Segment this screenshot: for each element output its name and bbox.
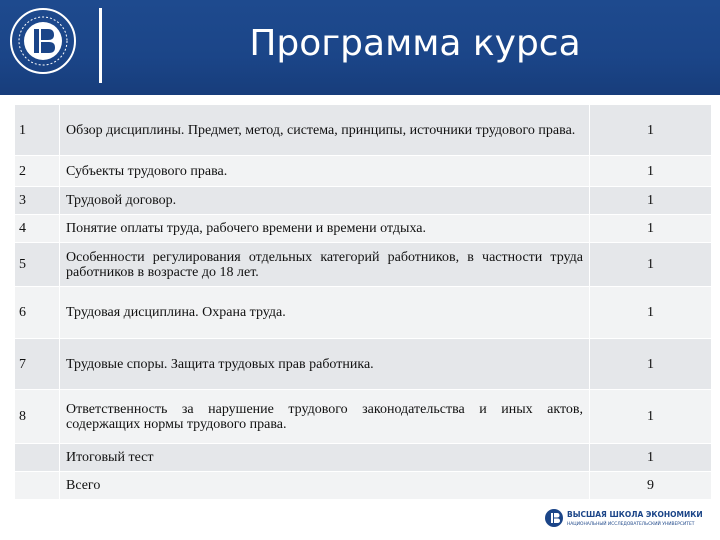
table-row — [15, 156, 712, 187]
row-number: 2 — [15, 156, 60, 187]
row-topic: Понятие оплаты труда, рабочего времени и времени отдыха. — [60, 215, 590, 243]
row-hours: 1 — [590, 390, 712, 444]
table-row — [15, 215, 712, 243]
row-hours: 1 — [590, 339, 712, 390]
row-number — [15, 444, 60, 472]
table-row — [15, 105, 712, 156]
row-number — [15, 472, 60, 500]
row-topic: Особенности регулирования отдельных категорий работников, в частности труда работников в возрасте до 18 лет. — [60, 243, 590, 287]
table-row — [15, 187, 712, 215]
row-topic: Всего — [60, 472, 590, 500]
hse-small-seal-icon — [545, 509, 563, 527]
table-row — [15, 243, 712, 287]
row-number: 7 — [15, 339, 60, 390]
row-hours: 1 — [590, 243, 712, 287]
hse-footer-logo — [545, 507, 715, 529]
header-divider — [99, 8, 102, 83]
table-row — [15, 444, 712, 472]
row-topic: Итоговый тест — [60, 444, 590, 472]
row-number: 6 — [15, 287, 60, 339]
table-row — [15, 287, 712, 339]
row-hours: 9 — [590, 472, 712, 500]
table-row — [15, 339, 712, 390]
hse-seal-logo-icon — [8, 6, 78, 76]
table-row — [15, 390, 712, 444]
row-topic: Ответственность за нарушение трудового законодательства и иных актов, содержащих нормы трудового права. — [60, 390, 590, 444]
row-topic: Трудовые споры. Защита трудовых прав работника. — [60, 339, 590, 390]
row-number: 4 — [15, 215, 60, 243]
row-number: 1 — [15, 105, 60, 156]
row-number: 8 — [15, 390, 60, 444]
row-topic: Трудовой договор. — [60, 187, 590, 215]
row-topic: Субъекты трудового права. — [60, 156, 590, 187]
slide-title: Программа курса — [249, 23, 581, 64]
slide-header — [0, 0, 720, 95]
row-hours: 1 — [590, 287, 712, 339]
row-number: 3 — [15, 187, 60, 215]
footer-line2: НАЦИОНАЛЬНЫЙ ИССЛЕДОВАТЕЛЬСКИЙ УНИВЕРСИТЕТ — [567, 522, 695, 527]
row-topic: Обзор дисциплины. Предмет, метод, система, принципы, источники трудового права. — [60, 105, 590, 156]
footer-line1: ВЫСШАЯ ШКОЛА ЭКОНОМИКИ — [567, 510, 703, 519]
course-program-table — [14, 104, 712, 500]
row-hours: 1 — [590, 105, 712, 156]
row-hours: 1 — [590, 215, 712, 243]
table-row — [15, 472, 712, 500]
row-hours: 1 — [590, 187, 712, 215]
row-hours: 1 — [590, 156, 712, 187]
row-hours: 1 — [590, 444, 712, 472]
row-number: 5 — [15, 243, 60, 287]
row-topic: Трудовая дисциплина. Охрана труда. — [60, 287, 590, 339]
